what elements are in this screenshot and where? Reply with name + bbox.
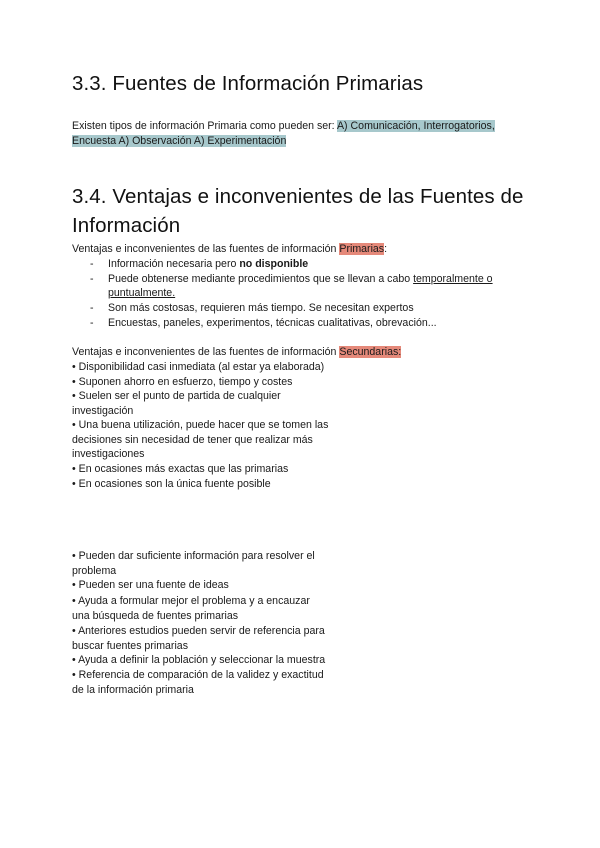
secundarias-line: problema bbox=[72, 564, 117, 577]
secundarias-highlight: Secundarias: bbox=[339, 346, 402, 358]
secundarias-line: • Pueden ser una fuente de ideas bbox=[72, 579, 229, 591]
secundarias-line: buscar fuentes primarias bbox=[72, 639, 188, 652]
secundarias-line: • Anteriores estudios pueden servir de referencia para bbox=[72, 625, 325, 637]
heading-line-2: Información bbox=[72, 214, 181, 237]
secundarias-line: investigación bbox=[72, 404, 134, 417]
primarias-intro-end: : bbox=[384, 243, 388, 255]
secundarias-line: una búsqueda de fuentes primarias bbox=[72, 609, 239, 622]
dash: - bbox=[90, 258, 94, 270]
section-3-3-intro-line2 bbox=[72, 134, 286, 149]
intro-highlight-1: A) Comunicación, Interrogatorios, bbox=[336, 120, 495, 132]
secundarias-intro-text: Ventajas e inconvenientes de las fuentes de información bbox=[72, 346, 340, 358]
heading-line-1: 3.4. Ventajas e inconvenientes de las Fuentes de bbox=[72, 185, 524, 208]
section-3-3-heading: 3.3. Fuentes de Información Primarias bbox=[72, 72, 424, 95]
item-text bbox=[108, 272, 493, 287]
secundarias-intro bbox=[72, 345, 401, 360]
primarias-highlight: Primarias bbox=[339, 243, 385, 255]
intro-highlight-2: Encuesta A) Observación A) Experimentación bbox=[72, 135, 287, 147]
section-3-4-heading bbox=[72, 182, 542, 240]
secundarias-line: • En ocasiones más exactas que las primarias bbox=[72, 462, 289, 475]
dash: - bbox=[90, 317, 94, 329]
primarias-intro bbox=[72, 242, 387, 257]
secundarias-line: • Ayuda a formular mejor el problema y a encauzar bbox=[72, 595, 310, 607]
item-text-bold: no disponible bbox=[239, 258, 309, 270]
secundarias-line: • Una buena utilización, puede hacer que se tomen las bbox=[72, 419, 329, 431]
secundarias-line: • Pueden dar suficiente información para resolver el bbox=[72, 550, 315, 562]
item-text: Encuestas, paneles, experimentos, técnicas cualitativas, obrevación... bbox=[108, 317, 437, 329]
secundarias-line: • En ocasiones son la única fuente posible bbox=[72, 478, 271, 490]
intro-text: Existen tipos de información Primaria como pueden ser: bbox=[72, 120, 337, 132]
secundarias-line: • Ayuda a definir la población y seleccionar la muestra bbox=[72, 654, 326, 666]
primarias-intro-text: Ventajas e inconvenientes de las fuentes de información bbox=[72, 243, 340, 255]
item-text bbox=[108, 257, 308, 272]
item-text-plain: Información necesaria pero bbox=[108, 258, 240, 270]
secundarias-line: • Referencia de comparación de la validez y exactitud bbox=[72, 669, 324, 681]
item-text-plain: Puede obtenerse mediante procedimientos que se llevan a cabo bbox=[108, 273, 414, 285]
secundarias-line: • Disponibilidad casi inmediata (al estar ya elaborada) bbox=[72, 361, 325, 373]
secundarias-line: de la información primaria bbox=[72, 683, 194, 696]
item-text: Son más costosas, requieren más tiempo. Se necesitan expertos bbox=[108, 302, 414, 314]
secundarias-line: decisiones sin necesidad de tener que realizar más bbox=[72, 433, 313, 446]
secundarias-line: investigaciones bbox=[72, 448, 145, 460]
secundarias-line: • Suponen ahorro en esfuerzo, tiempo y costes bbox=[72, 375, 293, 388]
dash: - bbox=[90, 302, 94, 314]
secundarias-line: • Suelen ser el punto de partida de cualquier bbox=[72, 390, 281, 402]
item-text-underline: temporalmente o bbox=[413, 273, 493, 285]
dash: - bbox=[90, 273, 94, 285]
section-3-3-intro-line1 bbox=[72, 119, 495, 134]
item-text-underline-cont: puntualmente. bbox=[108, 287, 176, 299]
